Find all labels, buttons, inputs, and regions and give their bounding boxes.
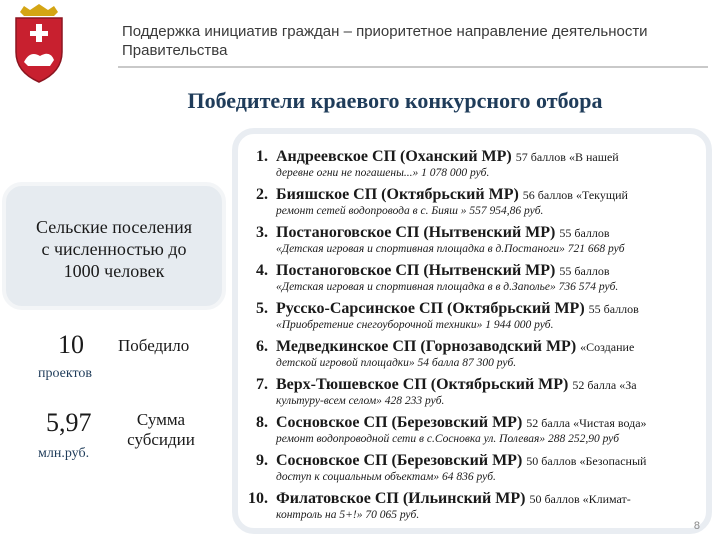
subsidy-amount: 5,97 — [46, 408, 92, 437]
list-item — [238, 414, 708, 452]
list-item — [238, 224, 708, 262]
subsidy-label-line: субсидии — [127, 430, 195, 449]
list-item — [238, 186, 708, 224]
item-detail: ремонт водопроводной сети в с.Сосновка ул. Полевая» 288 252,90 руб — [276, 433, 620, 445]
item-name: Андреевское СП (Оханский МР) — [276, 148, 512, 165]
winners-list — [238, 148, 708, 528]
item-number: 6. — [256, 338, 268, 355]
item-name: Постаноговское СП (Нытвенский МР) — [276, 262, 556, 279]
item-number: 1. — [256, 148, 268, 165]
item-detail: «Детская игровая и спортивная площадка в в д.Заполье» 736 574 руб. — [276, 281, 619, 293]
item-detail: детской игровой площадки» 54 балла 87 300 руб. — [276, 357, 517, 369]
item-detail: «Приобретение снегоуборочной техники» 1 944 000 руб. — [276, 319, 554, 331]
coat-of-arms-icon — [10, 4, 68, 84]
header-line-1: Поддержка инициатив граждан – приоритетное направление деятельности — [122, 23, 648, 40]
subsidy-unit: млн.руб. — [38, 446, 90, 461]
item-name: Сосновское СП (Березовский МР) — [276, 414, 523, 431]
projects-unit: проектов — [38, 366, 93, 381]
item-points: 55 баллов — [559, 264, 610, 278]
item-name: Верх-Тюшевское СП (Октябрьский МР) — [276, 376, 569, 393]
list-item — [238, 300, 708, 338]
page-title: Победители краевого конкурсного отбора — [187, 88, 603, 113]
projects-label: Победило — [118, 336, 190, 355]
item-points: 55 баллов — [588, 302, 639, 316]
item-number: 10. — [248, 490, 268, 507]
item-name: Сосновское СП (Березовский МР) — [276, 452, 523, 469]
side-panel — [2, 182, 226, 310]
item-detail: «Детская игровая и спортивная площадка в д.Постаноги» 721 668 руб — [276, 243, 625, 255]
side-panel-title — [6, 216, 222, 282]
projects-count: 10 — [58, 330, 84, 359]
list-item — [238, 376, 708, 414]
subsidy-label — [116, 410, 206, 450]
item-points: «Создание — [580, 340, 635, 354]
side-title-line: Сельские поселения — [35, 217, 193, 237]
list-item — [238, 452, 708, 490]
header-text — [122, 22, 702, 60]
item-points: 52 балла «Чистая вода» — [526, 416, 647, 430]
list-item — [238, 490, 708, 528]
item-name: Филатовское СП (Ильинский МР) — [276, 490, 526, 507]
item-number: 3. — [256, 224, 268, 241]
item-points: 57 баллов «В нашей — [515, 150, 619, 164]
item-points: 56 баллов «Текущий — [522, 188, 628, 202]
item-points: 50 баллов «Безопасный — [526, 454, 647, 468]
item-number: 9. — [256, 452, 268, 469]
item-points: 52 балла «За — [572, 378, 637, 392]
item-detail: деревне огни не погашены...» 1 078 000 руб. — [276, 167, 490, 179]
header-divider — [118, 66, 708, 68]
item-name: Медведкинское СП (Горнозаводский МР) — [276, 338, 577, 355]
item-points: 55 баллов — [559, 226, 610, 240]
list-item — [238, 262, 708, 300]
side-title-line: 1000 человек — [63, 261, 165, 281]
item-name: Русско-Сарсинское СП (Октябрьский МР) — [276, 300, 585, 317]
side-title-line: с численностью до — [41, 239, 187, 259]
item-detail: доступ к социальным объектам» 64 836 руб. — [276, 471, 496, 483]
item-number: 2. — [256, 186, 268, 203]
item-detail: ремонт сетей водопровода в с. Бияш » 557 954,86 руб. — [276, 205, 544, 217]
subsidy-label-line: Сумма — [136, 410, 186, 429]
list-item — [238, 338, 708, 376]
item-detail: культуру-всем селом» 428 233 руб. — [276, 395, 445, 407]
item-number: 8. — [256, 414, 268, 431]
item-number: 5. — [256, 300, 268, 317]
list-item — [238, 148, 708, 186]
item-number: 4. — [256, 262, 268, 279]
item-name: Бияшское СП (Октябрьский МР) — [276, 186, 519, 203]
item-detail: контроль на 5+!» 70 065 руб. — [276, 509, 420, 521]
header-line-2: Правительства — [122, 42, 228, 59]
item-number: 7. — [256, 376, 268, 393]
item-points: 50 баллов «Климат- — [529, 492, 631, 506]
item-name: Постаноговское СП (Нытвенский МР) — [276, 224, 556, 241]
page-number: 8 — [693, 520, 700, 532]
